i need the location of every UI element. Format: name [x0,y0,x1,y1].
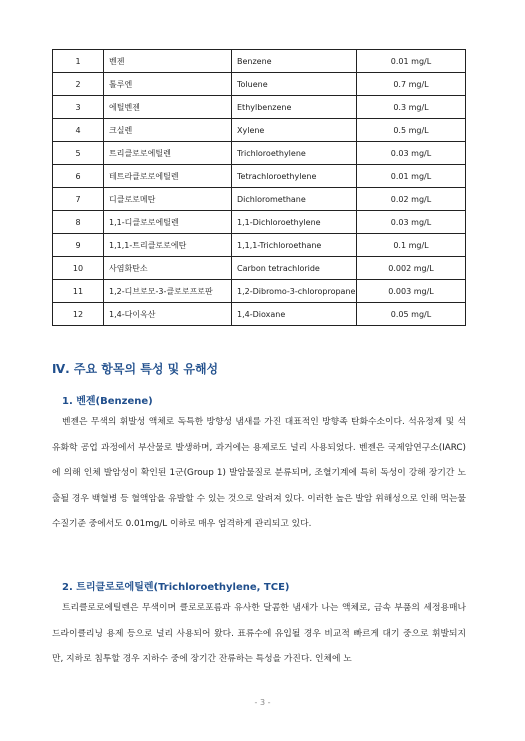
table-row [53,119,466,142]
row-number: 5 [53,142,104,165]
table-row [53,96,466,119]
english-name-cell: Xylene [232,119,357,142]
row-number: 4 [53,119,104,142]
water-quality-standards-table [52,49,466,326]
table-row [53,303,466,326]
korean-name-cell: 테트라클로로에틸렌 [104,165,232,188]
english-name-cell: 1,1-Dichloroethylene [232,211,357,234]
row-number: 9 [53,234,104,257]
subsection-title-tce: 2. 트리클로로에틸렌(Trichloroethylene, TCE) [62,582,290,593]
english-name-cell: Toluene [232,73,357,96]
standard-value-cell: 0.5 mg/L [357,119,466,142]
row-number: 6 [53,165,104,188]
korean-name-cell: 사염화탄소 [104,257,232,280]
subsection-title-benzene: 1. 벤젠(Benzene) [62,396,153,407]
english-name-cell: Benzene [232,50,357,73]
korean-name-cell: 크실렌 [104,119,232,142]
korean-name-cell: 1,1-디클로로에틸렌 [104,211,232,234]
table-row [53,211,466,234]
section-title: Ⅳ. 주요 항목의 특성 및 유해성 [52,362,219,376]
standard-value-cell: 0.05 mg/L [357,303,466,326]
standard-value-cell: 0.01 mg/L [357,165,466,188]
korean-name-cell: 1,1,1-트리클로로에탄 [104,234,232,257]
table-row [53,165,466,188]
standard-value-cell: 0.1 mg/L [357,234,466,257]
row-number: 10 [53,257,104,280]
korean-name-cell: 트리클로로에틸렌 [104,142,232,165]
row-number: 1 [53,50,104,73]
standard-value-cell: 0.7 mg/L [357,73,466,96]
row-number: 8 [53,211,104,234]
table-row [53,188,466,211]
english-name-cell: Carbon tetrachloride [232,257,357,280]
row-number: 2 [53,73,104,96]
english-name-cell: 1,2-Dibromo-3-chloropropane [232,280,357,303]
english-name-cell: Dichloromethane [232,188,357,211]
paragraph-tce: 트리클로로에틸렌은 무색이며 클로로포름과 유사한 달콤한 냄새가 나는 액체로, 금속 부품의 세정용매나 드라이클리닝 용제 등으로 널리 사용되어 왔다. 표류수에 유입될 경우 비교적 빠르게 대기 중으로 휘발되지만, 지하로 침투할 경우 지하수 중에 장기간 잔류하는 특성을 가진다. 인체에 노 [52,603,466,664]
english-name-cell: 1,1,1-Trichloroethane [232,234,357,257]
korean-name-cell: 1,2-디브로모-3-클로로프로판 [104,280,232,303]
row-number: 12 [53,303,104,326]
standard-value-cell: 0.03 mg/L [357,142,466,165]
korean-name-cell: 디클로로메탄 [104,188,232,211]
korean-name-cell: 에틸벤젠 [104,96,232,119]
standard-value-cell: 0.003 mg/L [357,280,466,303]
korean-name-cell: 톨루엔 [104,73,232,96]
row-number: 7 [53,188,104,211]
english-name-cell: Ethylbenzene [232,96,357,119]
standard-value-cell: 0.02 mg/L [357,188,466,211]
table-row [53,142,466,165]
standard-value-cell: 0.002 mg/L [357,257,466,280]
english-name-cell: Trichloroethylene [232,142,357,165]
table-row [53,73,466,96]
standard-value-cell: 0.3 mg/L [357,96,466,119]
table-row [53,257,466,280]
korean-name-cell: 벤젠 [104,50,232,73]
english-name-cell: 1,4-Dioxane [232,303,357,326]
korean-name-cell: 1,4-다이옥산 [104,303,232,326]
standard-value-cell: 0.03 mg/L [357,211,466,234]
row-number: 3 [53,96,104,119]
table-row [53,280,466,303]
table-row [53,234,466,257]
page-number: - 3 - [254,698,271,707]
table-body [53,50,466,326]
row-number: 11 [53,280,104,303]
table-row [53,50,466,73]
standard-value-cell: 0.01 mg/L [357,50,466,73]
paragraph-benzene: 벤젠은 무색의 휘발성 액체로 독특한 방향성 냄새를 가진 대표적인 방향족 탄화수소이다. 석유정제 및 석유화학 공업 과정에서 부산물로 발생하며, 과거에는 용제로도 널리 사용되었다. 벤젠은 국제암연구소(IARC)에 의해 인체 발암성이 확인된 1군(Group 1) 발암물질로 분류되며, 조혈기계에 특히 독성이 강해 장기간 노출될 경우 백혈병 등 혈액암을 유발할 수 있는 것으로 알려져 있다. 이러한 높은 발암 위해성으로 인해 먹는물 수질기준 중에서도 0.01mg/L 이하로 매우 엄격하게 관리되고 있다. [52,417,466,529]
english-name-cell: Tetrachloroethylene [232,165,357,188]
